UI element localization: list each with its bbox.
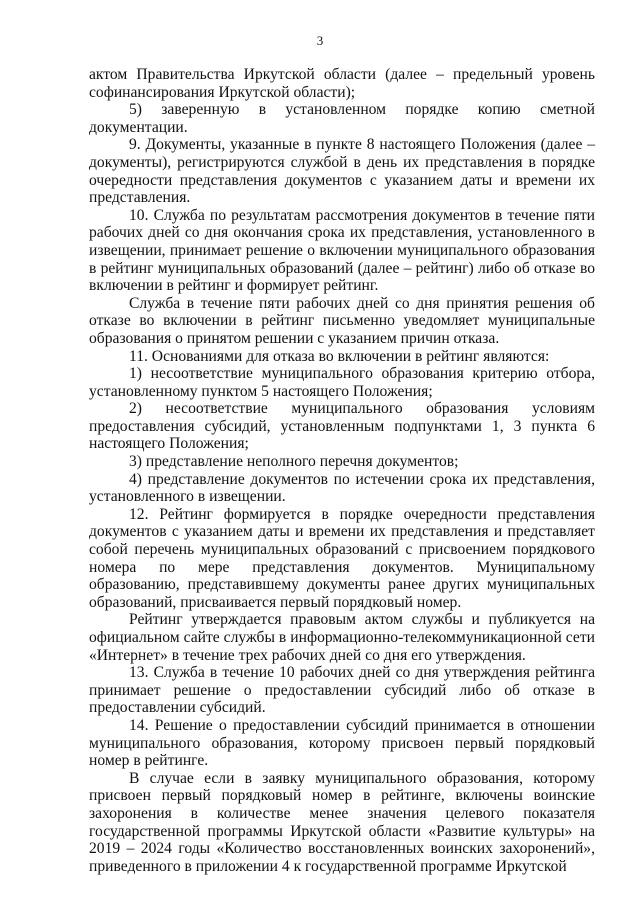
paragraph-ground-2: 2) несоответствие муниципального образования условиям предоставления субсидий, установленным подпунктами 1, 3 пункта 6 настоящего Положения; [89,400,595,453]
paragraph-clause-14: 14. Решение о предоставлении субсидий принимается в отношении муниципального образования, которому присвоен первый порядковый номер в рейтинге. [89,716,595,770]
paragraph-ground-3: 3) представление неполного перечня документов; [129,453,459,471]
paragraph-ground-1: 1) несоответствие муниципального образования критерию отбора, установленному пунктом 5 настоящего Положения; [89,365,595,400]
paragraph-clause-9: 9. Документы, указанные в пункте 8 настоящего Положения (далее – документы), регистрируются службой в день их представления в порядке очередности представления документов с указанием даты и времени их представления. [89,136,595,207]
page-number: 3 [316,33,324,48]
paragraph-continuation: актом Правительства Иркутской области (далее – предельный уровень софинансирования Иркутской области); [89,66,595,101]
document-body [89,66,595,875]
paragraph-ground-4: 4) представление документов по истечении срока их представления, установленного в извещении. [89,470,595,506]
paragraph-clause-13: 13. Служба в течение 10 рабочих дней со дня утверждения рейтинга принимает решение о предоставлении субсидий либо об отказе в предоставлении субсидий. [89,664,595,717]
paragraph-rating-approval: Рейтинг утверждается правовым актом службы и публикуется на официальном сайте службы в информационно-телекоммуникационной сети «Интернет» в течение трех рабочих дней со дня его утверждения. [89,611,595,664]
paragraph-item-5: 5) заверенную в установленном порядке копию сметной документации. [89,101,595,136]
paragraph-clause-12: 12. Рейтинг формируется в порядке очередности представления документов с указанием даты и времени их представления и представляет собой перечень муниципальных образований с присвоением порядкового номера по мере представления документов. Муниципальному образованию, представившему документы ранее других муниципальных образований, присваивается первый порядковый номер. [89,505,595,611]
paragraph-clause-10: 10. Служба по результатам рассмотрения документов в течение пяти рабочих дней со дня окончания срока их представления, установленного в извещении, принимает решение о включении муниципального образования в рейтинг муниципальных образований (далее – рейтинг) либо об отказе во включении в рейтинг и формирует рейтинг. [89,206,595,295]
paragraph-clause-11: 11. Основаниями для отказа во включении в рейтинг являются: [129,347,550,365]
paragraph-military-burials: В случае если в заявку муниципального образования, которому присвоен первый порядковый номер в рейтинге, включены воинские захоронения в количестве менее значения целевого показателя государственной программы Иркутской области «Развитие культуры» на 2019 – 2024 годы «Количество восстановленных воинских захоронений», приведенного в приложении 4 к государственной программе Иркутской [89,769,595,875]
paragraph-refusal-notice: Служба в течение пяти рабочих дней со дня принятия решения об отказе во включении в рейтинг письменно уведомляет муниципальные образования о принятом решении с указанием причин отказа. [89,294,595,347]
